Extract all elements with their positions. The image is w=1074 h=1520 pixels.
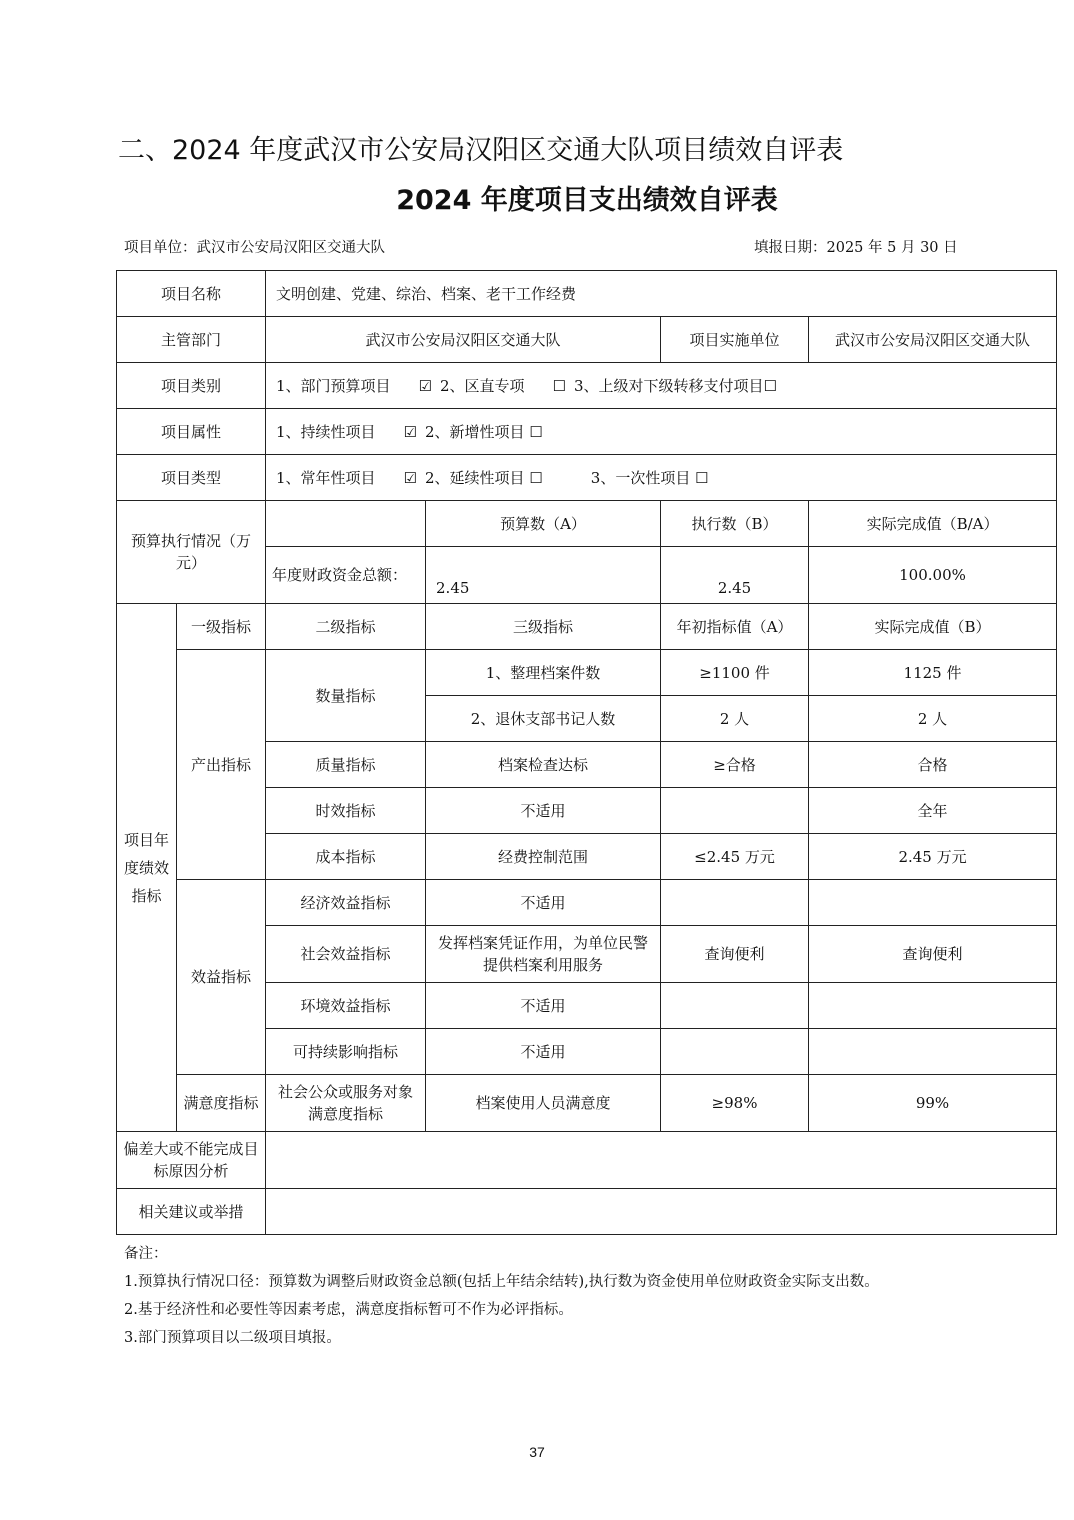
deviation-label: 偏差大或不能完成目标原因分析 — [117, 1132, 266, 1189]
notes-title: 备注： — [124, 1246, 168, 1262]
q1-name: 1、整理档案件数 — [426, 650, 661, 696]
attr-opt-2: 2、新增性项目 — [425, 422, 525, 441]
type-opt-3: 3、一次性项目 — [590, 468, 691, 487]
table-row — [117, 1132, 1057, 1189]
notes — [124, 1240, 879, 1352]
header-level-1: 一级指标 — [177, 604, 266, 650]
cost-name: 经费控制范围 — [426, 834, 661, 880]
table-row — [117, 604, 1057, 650]
deviation-value — [266, 1132, 1057, 1189]
table-row — [117, 880, 1057, 926]
social-target: 查询便利 — [661, 926, 809, 983]
q1-target: ≥1100 件 — [661, 650, 809, 696]
header-level-3: 三级指标 — [426, 604, 661, 650]
budget-b-value: 2.45 — [661, 547, 809, 604]
budget-c-value: 100.00% — [809, 547, 1057, 604]
category-opt-3: 3、上级对下级转移支付项目 — [574, 376, 764, 395]
checked-box-icon: ☑ — [403, 468, 418, 487]
type-options — [266, 455, 1057, 501]
report-date: 填报日期：2025 年 5 月 30 日 — [754, 240, 958, 256]
q1-actual: 1125 件 — [809, 650, 1057, 696]
economic-name: 不适用 — [426, 880, 661, 926]
sustain-label: 可持续影响指标 — [266, 1029, 426, 1075]
table-title: 2024 年度项目支出绩效自评表 — [396, 185, 778, 216]
environment-label: 环境效益指标 — [266, 983, 426, 1029]
category-opt-1: 1、部门预算项目 — [276, 376, 391, 395]
output-label: 产出指标 — [177, 650, 266, 880]
unchecked-box-icon: ☐ — [763, 376, 778, 395]
environment-name: 不适用 — [426, 983, 661, 1029]
checked-box-icon: ☑ — [418, 376, 433, 395]
unchecked-box-icon: ☐ — [529, 422, 543, 441]
attr-options — [266, 409, 1057, 455]
category-options — [266, 363, 1057, 409]
budget-label: 预算执行情况（万元） — [117, 501, 266, 604]
q2-name: 2、退休支部书记人数 — [426, 696, 661, 742]
benefit-label: 效益指标 — [177, 880, 266, 1075]
attr-label: 项目属性 — [117, 409, 266, 455]
dept-label: 主管部门 — [117, 317, 266, 363]
note-3: 3.部门预算项目以二级项目填报。 — [124, 1330, 341, 1346]
quality-target: ≥合格 — [661, 742, 809, 788]
satisfaction-label: 满意度指标 — [177, 1075, 266, 1132]
table-row — [117, 363, 1057, 409]
timeliness-name: 不适用 — [426, 788, 661, 834]
suggestion-value — [266, 1189, 1057, 1235]
project-unit: 项目单位：武汉市公安局汉阳区交通大队 — [124, 240, 385, 256]
environment-actual — [809, 983, 1057, 1029]
timeliness-label: 时效指标 — [266, 788, 426, 834]
table-row — [117, 501, 1057, 547]
quality-name: 档案检查达标 — [426, 742, 661, 788]
quality-actual: 合格 — [809, 742, 1057, 788]
header-target: 年初指标值（A） — [661, 604, 809, 650]
unchecked-box-icon: ☐ — [695, 468, 709, 487]
table-row — [117, 650, 1057, 696]
impl-label: 项目实施单位 — [661, 317, 809, 363]
dept-value: 武汉市公安局汉阳区交通大队 — [266, 317, 661, 363]
quality-label: 质量指标 — [266, 742, 426, 788]
unchecked-box-icon: ☐ — [529, 468, 543, 487]
type-opt-1: 1、常年性项目 — [276, 468, 376, 487]
checked-box-icon: ☑ — [403, 422, 418, 441]
budget-col-b: 执行数（B） — [661, 501, 809, 547]
table-row — [117, 271, 1057, 317]
evaluation-table — [116, 270, 1057, 1235]
header-level-2: 二级指标 — [266, 604, 426, 650]
cost-label: 成本指标 — [266, 834, 426, 880]
satisfaction-l2: 社会公众或服务对象满意度指标 — [266, 1075, 426, 1132]
social-name: 发挥档案凭证作用，为单位民警提供档案利用服务 — [426, 926, 661, 983]
unchecked-box-icon: ☐ — [552, 376, 567, 395]
budget-row-label: 年度财政资金总额： — [266, 547, 426, 604]
suggestion-label: 相关建议或举措 — [117, 1189, 266, 1235]
category-label: 项目类别 — [117, 363, 266, 409]
project-name-value: 文明创建、党建、综治、档案、老干工作经费 — [266, 271, 1057, 317]
sustain-name: 不适用 — [426, 1029, 661, 1075]
indicators-side-label: 项目年度绩效指标 — [117, 604, 177, 1132]
table-row — [117, 409, 1057, 455]
satisfaction-target: ≥98% — [661, 1075, 809, 1132]
category-opt-2: 2、区直专项 — [440, 376, 525, 395]
budget-col-a: 预算数（A） — [426, 501, 661, 547]
type-opt-2: 2、延续性项目 — [425, 468, 525, 487]
social-label: 社会效益指标 — [266, 926, 426, 983]
timeliness-actual: 全年 — [809, 788, 1057, 834]
table-row — [117, 1189, 1057, 1235]
note-2: 2.基于经济性和必要性等因素考虑，满意度指标暂可不作为必评指标。 — [124, 1302, 573, 1318]
satisfaction-name: 档案使用人员满意度 — [426, 1075, 661, 1132]
q2-target: 2 人 — [661, 696, 809, 742]
impl-value: 武汉市公安局汉阳区交通大队 — [809, 317, 1057, 363]
budget-blank — [266, 501, 426, 547]
attr-opt-1: 1、持续性项目 — [276, 422, 376, 441]
page-heading: 二、2024 年度武汉市公安局汉阳区交通大队项目绩效自评表 — [118, 135, 844, 166]
budget-a-value: 2.45 — [426, 547, 661, 604]
budget-col-c: 实际完成值（B/A） — [809, 501, 1057, 547]
satisfaction-actual: 99% — [809, 1075, 1057, 1132]
header-actual: 实际完成值（B） — [809, 604, 1057, 650]
table-row — [117, 455, 1057, 501]
environment-target — [661, 983, 809, 1029]
sustain-actual — [809, 1029, 1057, 1075]
cost-actual: 2.45 万元 — [809, 834, 1057, 880]
sustain-target — [661, 1029, 809, 1075]
quantity-label: 数量指标 — [266, 650, 426, 742]
social-actual: 查询便利 — [809, 926, 1057, 983]
table-row — [117, 1075, 1057, 1132]
economic-target — [661, 880, 809, 926]
economic-label: 经济效益指标 — [266, 880, 426, 926]
cost-target: ≤2.45 万元 — [661, 834, 809, 880]
table-row — [117, 317, 1057, 363]
economic-actual — [809, 880, 1057, 926]
project-name-label: 项目名称 — [117, 271, 266, 317]
q2-actual: 2 人 — [809, 696, 1057, 742]
type-label: 项目类型 — [117, 455, 266, 501]
page-number: 37 — [529, 1444, 545, 1460]
note-1: 1.预算执行情况口径：预算数为调整后财政资金总额(包括上年结余结转),执行数为资金使用单位财政资金实际支出数。 — [124, 1274, 879, 1290]
timeliness-target — [661, 788, 809, 834]
